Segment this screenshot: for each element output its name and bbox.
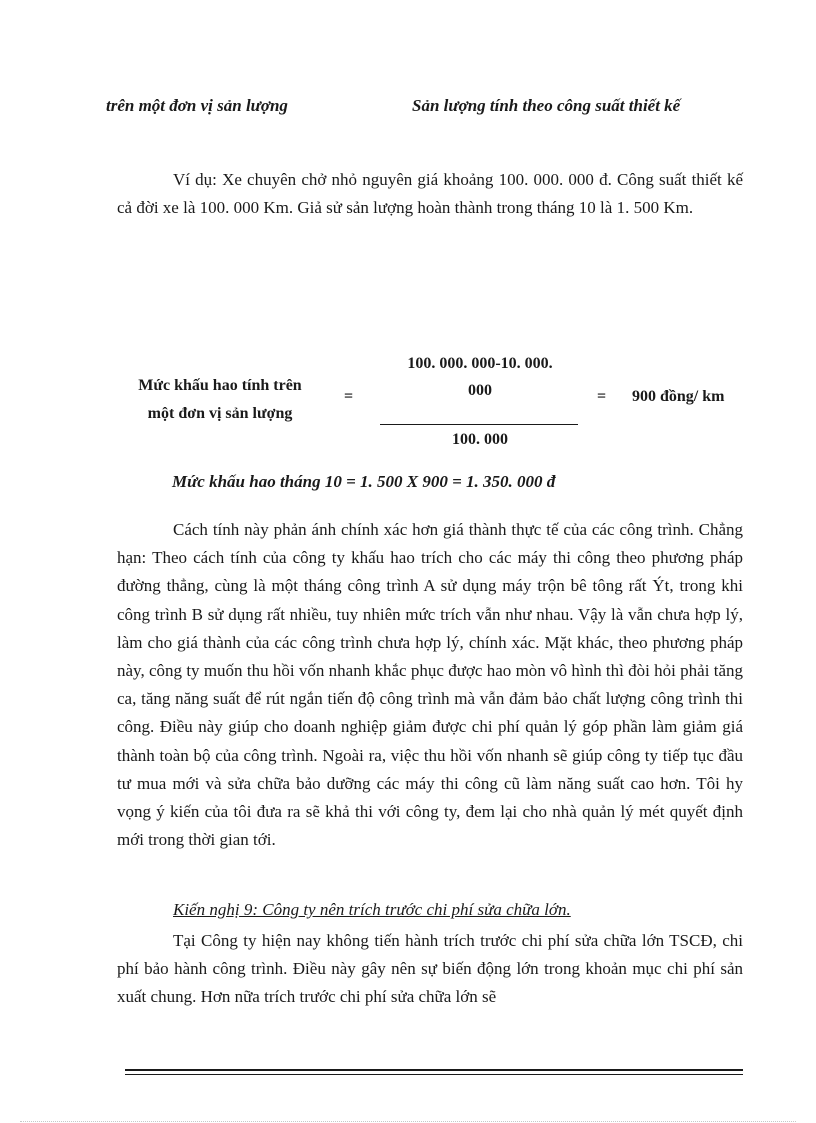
page-bottom-dotted-line xyxy=(20,1121,796,1122)
method-text: Cách tính này phản ánh chính xác hơn giá thành thực tế của các công trình. Chẳng hạn: Theo cách tính của công ty khấu hao trích cho các máy thi công theo phương pháp đường thẳng, cùng là một tháng công trình A sử dụng máy trộn bê tông rất Ýt, trong khi công trình B sử dụng rất nhiều, tuy nhiên mức trích vẫn như nhau. Vậy là vẫn chưa hợp lý, làm cho giá thành của các công trình chưa hợp lý, chính xác. Mặt khác, theo phương pháp này, công ty muốn thu hồi vốn nhanh khắc phục được hao mòn vô hình thì đòi hỏi phải tăng ca, tăng năng suất để rút ngắn tiến độ công trình mà vẫn đảm bảo chất lượng công trình thi công. Điều này giúp cho doanh nghiệp giảm được chi phí quản lý góp phần làm giảm giá thành toàn bộ của công trình. Ngoài ra, việc thu hồi vốn nhanh sẽ giúp công ty tiếp tục đầu tư mua mới và sửa chữa bảo dưỡng các máy thi công cũ làm năng suất cao hơn. Tôi hy vọng ý kiến của tôi đưa ra sẽ khả thi với công ty, đem lại cho nhà quản lý mét quyết định mới trong thời gian tới. xyxy=(117,520,743,850)
formula-label-line1: Mức khấu hao tính trên xyxy=(138,377,302,394)
formula-equals-sign: = xyxy=(344,388,354,405)
recommendation-9-text: Tại Công ty hiện nay không tiến hành trích trước chi phí sửa chữa lớn TSCĐ, chi phí bảo hành công trình. Điều này gây nên sự biến động lớn trong khoản mục chi phí sản xuất chung. Hơn nữa trích trước chi phí sửa chữa lớn sẽ xyxy=(117,931,743,1007)
monthly-depreciation-line: Mức khấu hao tháng 10 = 1. 500 X 900 = 1. 350. 000 đ xyxy=(172,472,556,491)
recommendation-9-heading: Kiến nghị 9: Công ty nên trích trước chi phí sửa chữa lớn. xyxy=(173,900,571,919)
formula-equals-sign-2: = xyxy=(597,388,607,405)
depreciation-formula xyxy=(100,350,760,460)
header-right-label: Sản lượng tính theo công suất thiết kế xyxy=(412,96,681,115)
formula-label-line2: một đơn vị sản lượng xyxy=(147,405,293,422)
formula-numerator-line2: 000 xyxy=(468,382,492,399)
recommendation-9-paragraph xyxy=(117,927,743,1012)
formula-numerator xyxy=(380,350,580,404)
method-paragraph xyxy=(117,516,743,854)
table-header-row xyxy=(0,96,816,122)
footer-rule-thin xyxy=(125,1074,743,1075)
footer-rule-thick xyxy=(125,1069,743,1071)
formula-numerator-line1: 100. 000. 000-10. 000. xyxy=(407,355,553,372)
formula-label xyxy=(100,372,340,428)
header-left-label: trên một đơn vị sản lượng xyxy=(106,96,288,115)
example-text: Ví dụ: Xe chuyên chở nhỏ nguyên giá khoảng 100. 000. 000 đ. Công suất thiết kế cả đời xe là 100. 000 Km. Giả sử sản lượng hoàn thành trong tháng 10 là 1. 500 Km. xyxy=(117,170,743,218)
formula-denominator: 100. 000 xyxy=(452,431,508,448)
example-paragraph xyxy=(117,166,743,222)
formula-result: 900 đồng/ km xyxy=(632,388,725,405)
fraction-bar xyxy=(380,424,578,425)
